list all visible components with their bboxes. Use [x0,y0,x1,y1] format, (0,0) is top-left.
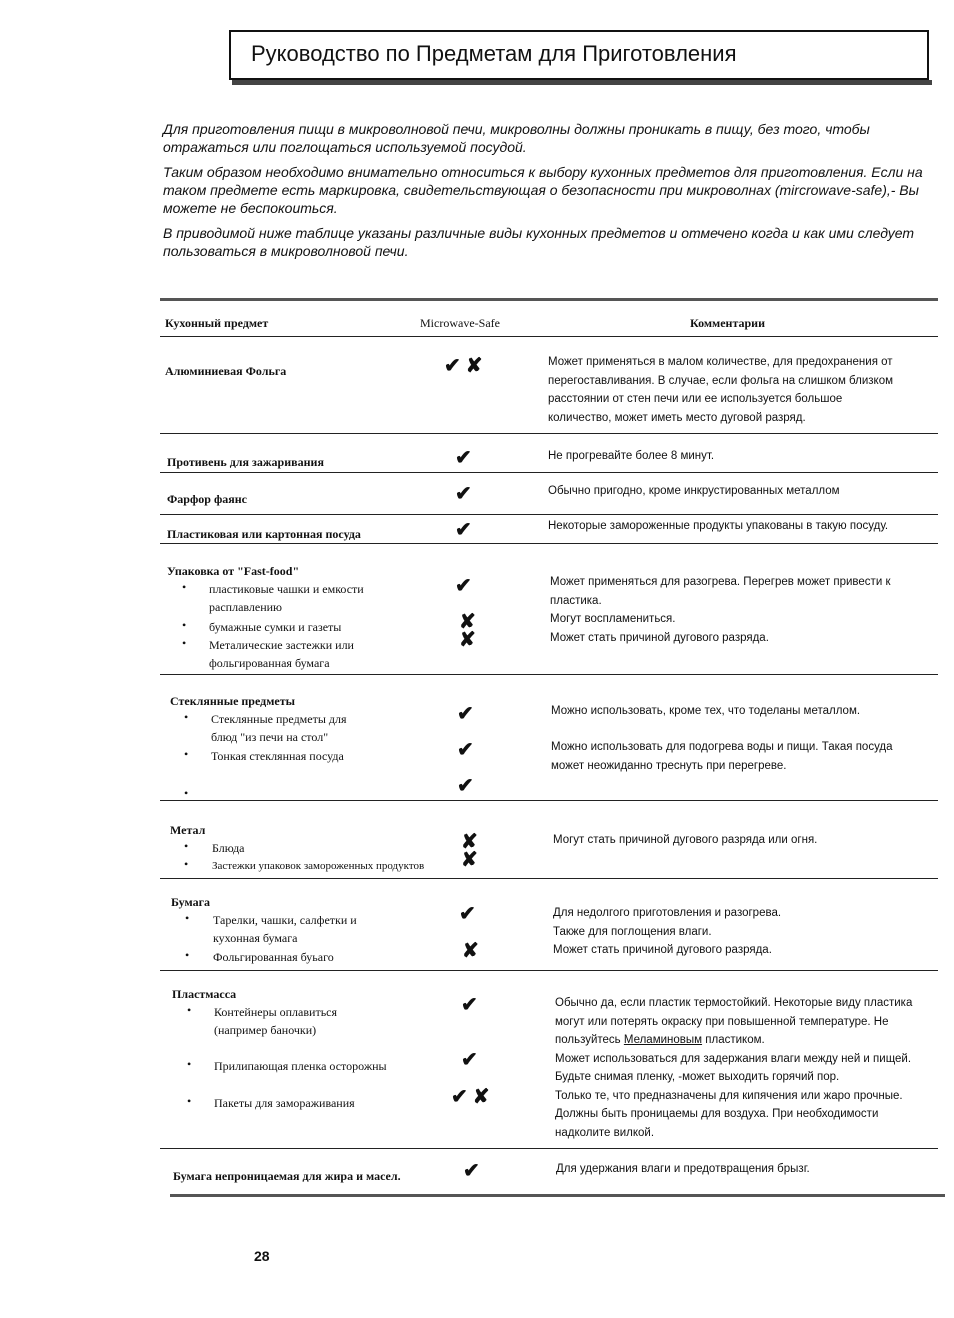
bullet: • [184,710,189,724]
item-plastic: Пластмасса [172,987,237,1001]
bullet: • [185,911,190,925]
sub-item-line: Контейнеры оплавиться [214,1005,338,1019]
comment-text: пользуйтесь [555,1034,624,1046]
comment-line: Можно использовать для подогрева воды и пищи. Такая посуда [551,741,893,753]
mark-safe: ✔ [455,483,472,505]
comment-line: могут или потерять окраску при повышенной температуре. Не [555,1015,889,1028]
row-divider [160,674,938,675]
sub-item [209,580,364,616]
item-plastic-dish: Пластиковая или картонная посуда [167,527,361,541]
mark-safe: ✔ [461,994,478,1016]
comment-line: Для недолгого приготовления и разогрева. [553,907,782,919]
sub-item: Застежки упаковок замороженных продуктов [212,860,425,872]
comment-china: Обычно пригодно, кроме инкрустированных металлом [548,485,840,497]
mark-safe: ✔ [457,775,474,797]
comment-fastfood [550,573,890,647]
sub-item-line: фольгированная бумага [209,656,330,670]
intro-paragraph: В приводимой ниже таблице указаны различные виды кухонных предметов и отмечено когда и как ими следует пользоваться в микроволновой печи. [163,225,915,259]
row-divider [160,970,938,971]
comment-line: Обычно да, если пластик термостойкий. Некоторые виду пластика [555,997,913,1009]
mark-safe: ✔ [455,519,472,541]
mark-safe-unsafe: ✔ ✘ [444,355,483,377]
mark-safe: ✔ [455,447,472,469]
row-divider [160,543,938,544]
comment-glass-1: Можно использовать, кроме тех, что тоделаны металлом. [551,705,861,717]
comment-text: пластиком. [702,1034,765,1046]
item-fastfood: Упаковка от "Fast-food" [167,564,300,578]
sub-item [211,710,347,746]
comment-line: Может стать причиной дугового разряда. [550,631,769,644]
item-glass: Стеклянные предметы [170,694,295,708]
table-top-rule [160,298,938,301]
item-foil: Алюминиевая Фольга [165,364,287,378]
mark-unsafe: ✘ [459,629,476,651]
comment-line: Должны быть проницаемы для воздуха. При необходимости [555,1108,879,1120]
comment-line [555,1031,912,1050]
bullet: • [187,1057,192,1071]
row-divider [160,336,938,337]
comment-foil [548,353,893,427]
title-box [229,30,929,80]
intro-paragraph: Для приготовления пищи в микроволновой печи, микроволны должны проникать в пищу, без того, чтобы отражаться или поглощаться используемой посудой. [163,121,870,155]
sub-item [214,1003,337,1039]
sub-item-line: Тарелки, чашки, салфетки и [213,913,357,927]
item-china: Фарфор фаянс [167,492,247,506]
comment-line: пластика. [550,594,602,607]
comment-paper [553,904,781,960]
intro-paragraph: Таким образом необходимо внимательно относиться к выбору кухонных предметов для приготовления. Если на таком предмете есть маркировка, свидетельствующая о безопасности при микроволнах (mircrowave-safe),- Вы можете не беспокоиться. [163,164,923,216]
item-pan: Противень для зажаривания [167,455,324,469]
comment-line: Может использоваться для задержания влаги между ней и пищей. [555,1052,912,1065]
sub-item-line: Стеклянные предметы для [211,712,347,726]
bullet: • [184,857,189,871]
item-paper: Бумага [171,895,211,909]
title-shadow [232,80,932,85]
sub-item: Блюда [212,841,245,855]
comment-metal: Могут стать причиной дугового разряда или огня. [553,834,818,846]
header-item: Кухонный предмет [165,316,269,330]
mark-unsafe: ✘ [459,611,476,633]
page-number: 28 [254,1248,270,1264]
sub-item: Прилипающая пленка осторожны [214,1059,387,1073]
mark-unsafe: ✘ [462,940,479,962]
mark-unsafe: ✘ [461,849,478,871]
comment-underlined: Меламиновым [623,1034,703,1046]
comment-line: Может стать причиной дугового разряда. [553,944,772,956]
comment-plastic [555,994,912,1142]
row-divider [160,1148,938,1149]
row-divider [160,433,938,434]
mark-safe: ✔ [457,703,474,725]
comment-line: Будьте снимая пленку, -может выходить горячий пор. [555,1071,840,1083]
sub-item [213,911,357,947]
comment-line: перегоставливания. В случае, если фольга на слишком близком [548,374,893,387]
sub-item-line: пластиковые чашки и емкости [209,582,364,596]
sub-item: Фольгированная буьаго [213,950,334,964]
mark-safe: ✔ [463,1160,480,1182]
page-title: Руководство по Предметам для Приготовления [251,41,737,66]
sub-item [209,636,354,672]
comment-line: может неожиданно треснуть при перегреве. [551,759,787,772]
bullet: • [185,948,190,962]
item-metal: Метал [170,823,206,837]
comment-line: Может применяться для разогрева. Перегрев может привести к [550,576,891,588]
sub-item-line: (например баночки) [214,1023,317,1037]
intro-text [163,120,923,267]
mark-unsafe: ✘ [461,831,478,853]
bullet: • [187,1003,192,1017]
bullet: • [182,618,187,632]
sub-item: бумажные сумки и газеты [209,620,342,634]
mark-safe: ✔ [457,739,474,761]
mark-safe-unsafe: ✔ ✘ [451,1086,490,1108]
comment-plastic-dish: Некоторые замороженные продукты упакованы в такую посуду. [548,520,889,532]
comment-glass-2 [551,738,893,775]
row-divider [160,514,938,515]
bullet: • [182,636,187,650]
table-bottom-rule [170,1194,945,1197]
row-divider [160,472,938,473]
sub-item-line: расплавлению [209,600,283,614]
comment-line: Может применяться в малом количестве, для предохранения от [548,356,893,368]
comment-line: Могут воспламениться. [550,613,676,625]
header-microwave-safe: Microwave-Safe [420,316,500,330]
bullet: • [184,839,189,853]
sub-item-line: Металические застежки или [209,638,354,652]
sub-item: Тонкая стеклянная посуда [211,749,344,763]
sub-item-line: кухонная бумага [213,931,298,945]
bullet: • [182,580,187,594]
sub-item: Пакеты для замораживания [214,1096,355,1110]
sub-item-line: блюд "из печи на стол" [211,730,329,744]
mark-safe: ✔ [455,575,472,597]
mark-safe: ✔ [461,1049,478,1071]
bullet: • [187,1094,192,1108]
comment-line: Также для поглощения влаги. [553,925,712,938]
comment-line: Только те, что предназначены для кипячения или жаро прочные. [555,1089,903,1102]
bullet: • [184,786,189,800]
mark-safe: ✔ [459,903,476,925]
comment-line: количество, может иметь место дуговой разряд. [548,411,806,424]
item-greaseproof: Бумага непроницаемая для жира и масел. [173,1169,401,1183]
bullet: • [184,747,189,761]
header-comments: Комментарии [690,316,766,330]
comment-line: расстоянии от стен печи или ее используется большое [548,393,843,405]
comment-pan: Не прогревайте более 8 минут. [548,450,715,462]
comment-greaseproof: Для удержания влаги и предотвращения брызг. [556,1163,810,1175]
comment-line: надколите вилкой. [555,1126,655,1139]
row-divider [160,800,938,801]
row-divider [160,878,938,879]
